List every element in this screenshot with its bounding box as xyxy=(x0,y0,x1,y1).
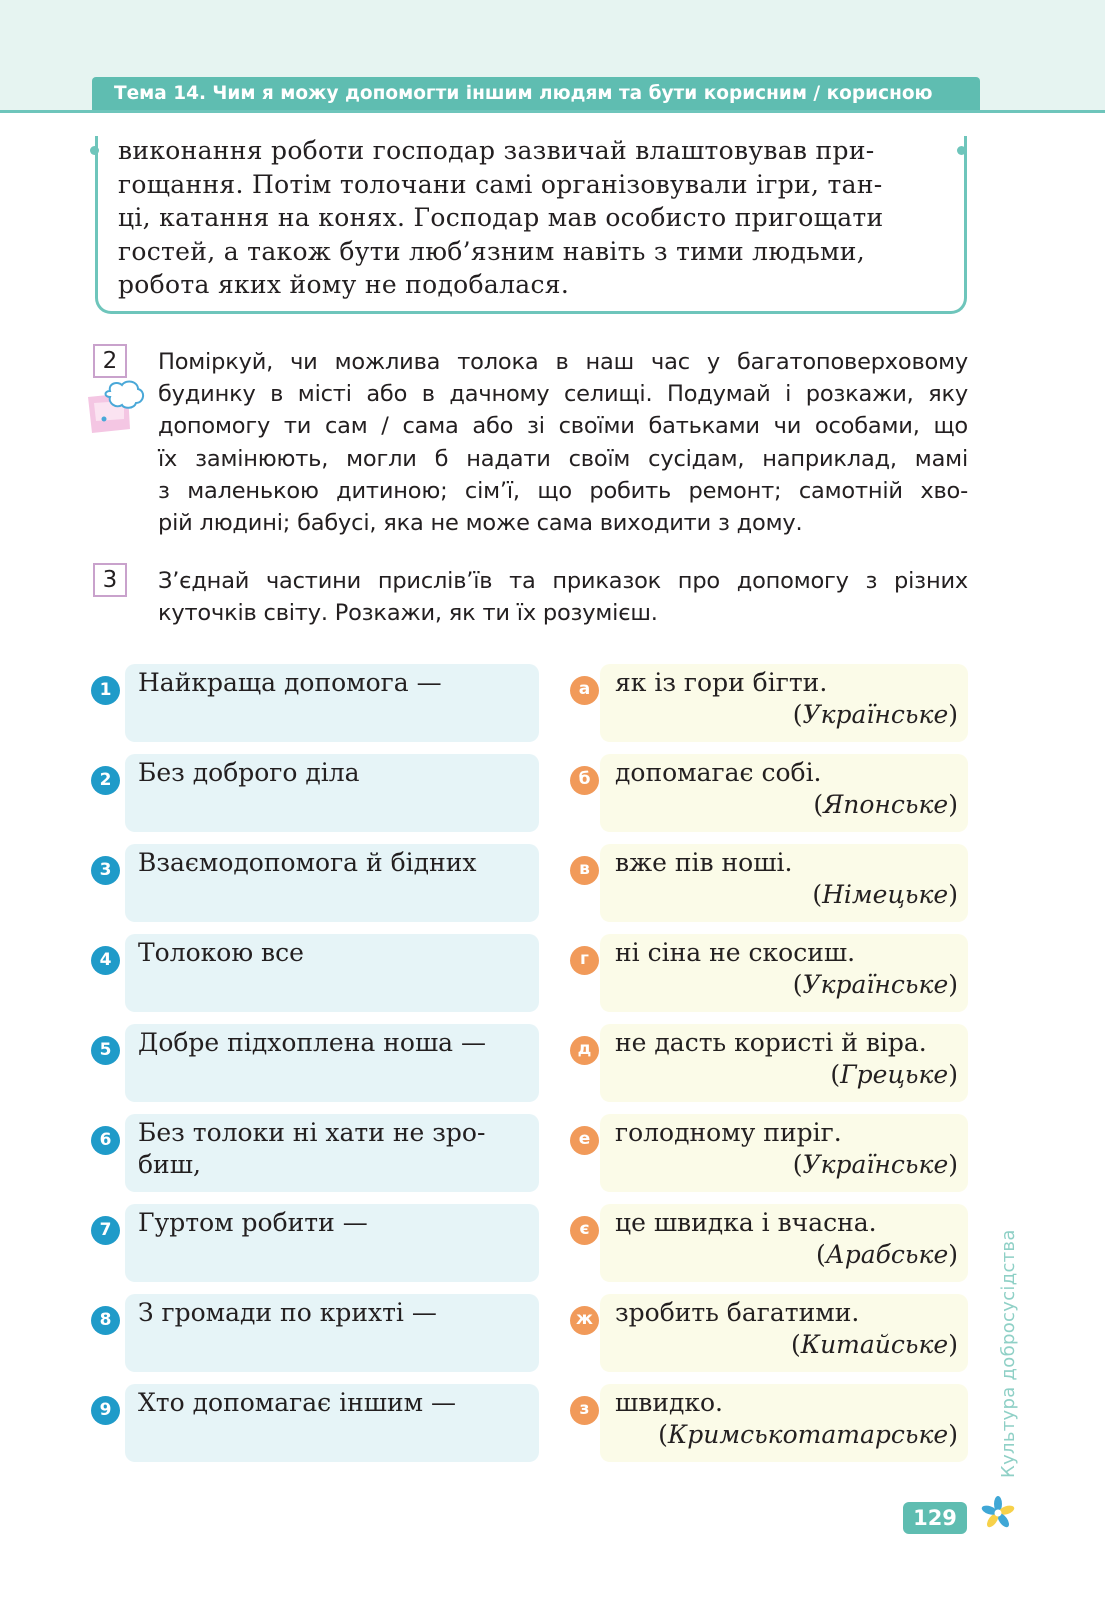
exercise-line: рій людині; бабусі, яка не може сама виходити з дому. xyxy=(158,510,803,537)
proverb-line: Гуртом робити — xyxy=(138,1208,368,1237)
exercise-line: З’єднай частини прислів’їв та приказок про допомогу з різних xyxy=(158,568,968,594)
proverb-origin: (Німецьке) xyxy=(812,880,958,909)
exercise-line: допомогу ти сам / сама або зі своїми батьками чи особами, що xyxy=(158,413,968,440)
proverb-origin: (Кримськотатарське) xyxy=(658,1420,958,1449)
proverb-start-text xyxy=(138,1027,528,1059)
exercise-text xyxy=(158,346,968,539)
quote-line: робота яких йому не подобалася. xyxy=(118,270,570,299)
letter-badge: д xyxy=(570,1036,599,1065)
proverb-line: Взаємодопомога й бідних xyxy=(138,848,477,877)
letter-badge: ж xyxy=(570,1306,599,1335)
proverb-origin: (Японське) xyxy=(813,790,958,819)
letter-badge: г xyxy=(570,946,599,975)
letter-badge: в xyxy=(570,856,599,885)
number-badge: 3 xyxy=(91,856,120,885)
proverb-line: Толокою все xyxy=(138,938,304,967)
exercise-line: Поміркуй, чи можлива толока в наш час у багатоповерховому xyxy=(158,349,968,375)
proverb-origin: (Арабське) xyxy=(816,1240,958,1269)
proverb-end-text: зробить багатими. xyxy=(615,1298,860,1327)
exercise-text xyxy=(158,565,968,629)
proverb-end-text: голодному пиріг. xyxy=(615,1118,842,1147)
quote-dot-left xyxy=(90,146,99,155)
number-badge: 8 xyxy=(91,1306,120,1335)
proverb-start-text xyxy=(138,937,528,969)
proverb-start-text xyxy=(138,1387,528,1419)
proverb-origin: (Українське) xyxy=(792,700,958,729)
flower-icon xyxy=(981,1496,1015,1530)
proverb-end-text: ні сіна не скосиш. xyxy=(615,938,856,967)
proverb-end-text: швидко. xyxy=(615,1388,723,1417)
proverb-line: Хто допомагає іншим — xyxy=(138,1388,457,1417)
topic-title: Тема 14. Чим я можу допомогти іншим людям та бути корисним / корисною xyxy=(92,77,980,110)
proverb-line: Добре підхоплена ноша — xyxy=(138,1028,487,1057)
section-side-title: Культура добросусідства xyxy=(998,1229,1019,1478)
proverb-origin: (Українське) xyxy=(792,1150,958,1179)
quote-text xyxy=(118,134,948,302)
proverb-line: биш, xyxy=(138,1150,201,1179)
number-badge: 7 xyxy=(91,1216,120,1245)
proverb-start-text xyxy=(138,1297,528,1329)
proverb-origin: (Китайське) xyxy=(790,1330,958,1359)
proverb-line: Найкраща допомога — xyxy=(138,668,442,697)
quote-line: виконання роботи господар зазвичай влаштовував при- xyxy=(118,136,875,165)
quote-dot-right xyxy=(957,146,966,155)
exercise-line: з маленькою дитиною; сім’ї, що робить ремонт; самотній хво- xyxy=(158,477,968,504)
proverb-end-text: це швидка і вчасна. xyxy=(615,1208,877,1237)
proverb-start-text xyxy=(138,847,528,879)
chat-bubble-icon xyxy=(84,379,146,437)
proverb-origin: (Грецьке) xyxy=(830,1060,958,1089)
quote-line: гощання. Потім толочани самі організовували ігри, тан- xyxy=(118,169,883,199)
letter-badge: є xyxy=(570,1216,599,1245)
number-badge: 9 xyxy=(91,1396,120,1425)
proverb-start-text xyxy=(138,757,528,789)
quote-line: ці, катання на конях. Господар мав особисто пригощати xyxy=(118,203,884,232)
proverb-end-text: як із гори бігти. xyxy=(615,668,828,697)
letter-badge: а xyxy=(570,676,599,705)
exercise-number: 2 xyxy=(93,344,127,378)
exercise-line: куточків світу. Розкажи, як ти їх розумієш. xyxy=(158,600,658,627)
page-number: 129 xyxy=(903,1502,967,1534)
proverb-start-text xyxy=(138,1207,528,1239)
letter-badge: е xyxy=(570,1126,599,1155)
proverb-end-text: допомагає собі. xyxy=(615,758,822,787)
number-badge: 4 xyxy=(91,946,120,975)
letter-badge: з xyxy=(570,1396,599,1425)
number-badge: 6 xyxy=(91,1126,120,1155)
exercise-line: будинку в місті або в дачному селищі. Подумай і розкажи, яку xyxy=(158,381,968,408)
number-badge: 1 xyxy=(91,676,120,705)
exercise-line: їх замінюють, могли б надати своїм сусідам, наприклад, мамі xyxy=(158,445,968,472)
proverb-line: Без доброго діла xyxy=(138,758,360,787)
proverb-start-text xyxy=(138,1117,528,1181)
exercise-number: 3 xyxy=(93,563,127,597)
number-badge: 5 xyxy=(91,1036,120,1065)
number-badge: 2 xyxy=(91,766,120,795)
proverb-end-text: не дасть користі й віра. xyxy=(615,1028,927,1057)
quote-line: гостей, а також бути люб’язним навіть з тими людьми, xyxy=(118,236,865,266)
proverb-line: Без толоки ні хати не зро- xyxy=(138,1118,486,1147)
proverb-line: З громади по крихті — xyxy=(138,1298,437,1327)
proverb-origin: (Українське) xyxy=(792,970,958,999)
letter-badge: б xyxy=(570,766,599,795)
proverb-end-text: вже пів ноші. xyxy=(615,848,793,877)
proverb-start-text xyxy=(138,667,528,699)
